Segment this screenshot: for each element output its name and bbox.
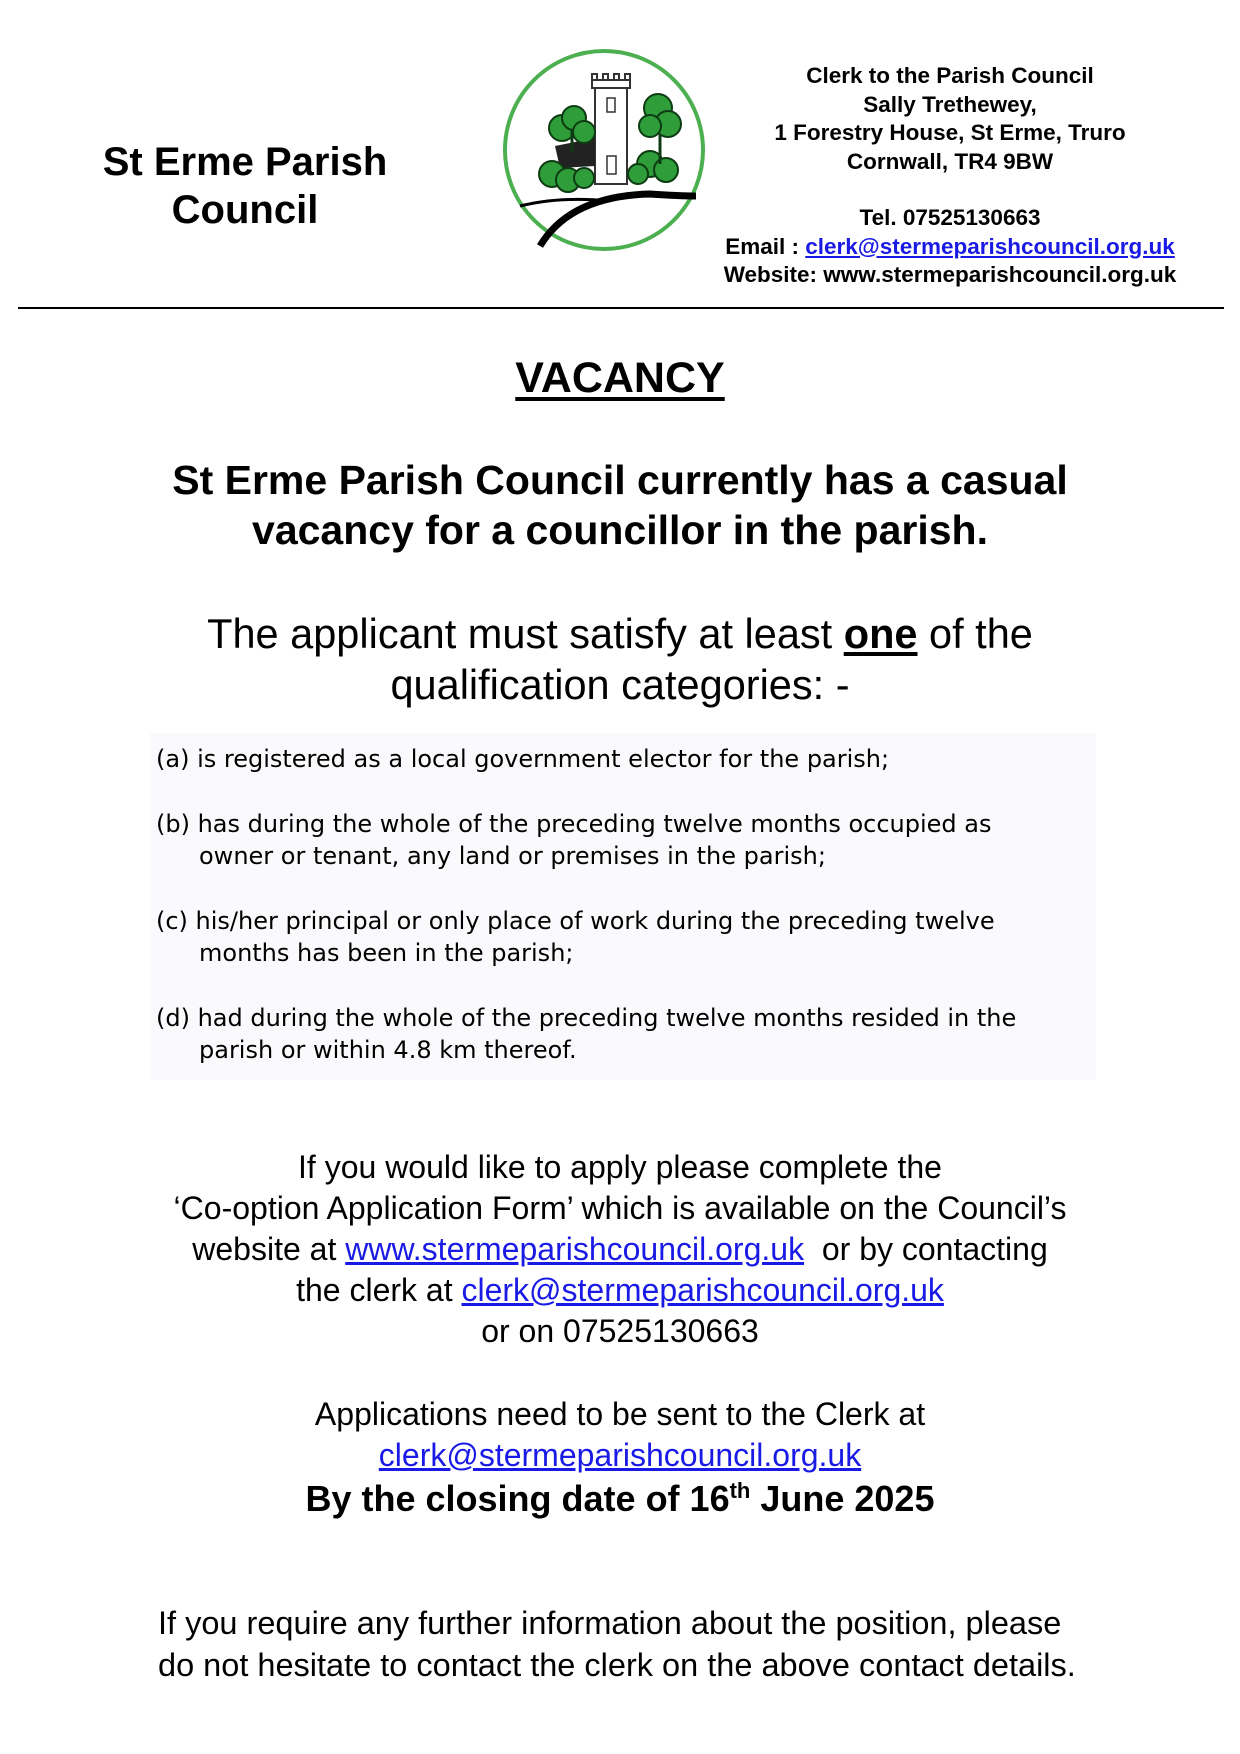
deadline-post: June 2025 xyxy=(750,1478,935,1519)
contact-website: Website: www.stermeparishcouncil.org.uk xyxy=(723,262,1177,287)
council-name xyxy=(70,138,420,234)
deadline-pre: By the closing date of 16 xyxy=(305,1478,730,1519)
vacancy-heading: VACANCY xyxy=(515,354,725,402)
announcement-line2: vacancy for a councillor in the parish. xyxy=(252,507,988,553)
vacancy-announcement xyxy=(0,455,1240,555)
qualification-text-continued: months has been in the parish; xyxy=(199,939,574,967)
header-divider xyxy=(18,307,1224,309)
contact-title: Clerk to the Parish Council xyxy=(806,63,1094,88)
qualification-text: (d) had during the whole of the preceding twelve months resided in the xyxy=(156,1004,1017,1032)
apply-line3 xyxy=(0,1229,1240,1270)
announcement-line1: St Erme Parish Council currently has a casual xyxy=(172,457,1068,503)
contact-email-link[interactable]: clerk@stermeparishcouncil.org.uk xyxy=(805,233,1175,259)
footer-line2: do not hesitate to contact the clerk on the above contact details. xyxy=(158,1647,1076,1683)
qualification-item xyxy=(156,905,1086,969)
council-name-line2: Council xyxy=(171,188,319,232)
requirement-line1 xyxy=(0,608,1240,659)
contact-email-label: Email : xyxy=(725,233,799,259)
requirement-line2: qualification categories: - xyxy=(390,661,850,708)
apply-line1: If you would like to apply please complete the xyxy=(298,1149,942,1185)
website-link[interactable]: www.stermeparishcouncil.org.uk xyxy=(345,1231,805,1267)
further-info-note xyxy=(158,1602,1218,1686)
application-instructions xyxy=(0,1147,1240,1352)
submission-instructions xyxy=(0,1394,1240,1522)
requirement-statement xyxy=(0,608,1240,710)
qualification-text: (c) his/her principal or only place of work during the preceding twelve xyxy=(156,907,995,935)
send-line1: Applications need to be sent to the Clerk at xyxy=(314,1396,926,1432)
apply-line4 xyxy=(0,1270,1240,1311)
qualification-text-continued: parish or within 4.8 km thereof. xyxy=(199,1036,577,1064)
qualification-text: (a) is registered as a local government elector for the parish; xyxy=(156,745,890,773)
contact-address-line2: Cornwall, TR4 9BW xyxy=(846,148,1054,174)
footer-line1: If you require any further information about the position, please xyxy=(158,1605,1062,1641)
qualification-item xyxy=(156,808,1086,872)
deadline-sup: th xyxy=(729,1478,751,1503)
church-tree-logo-icon xyxy=(500,46,708,254)
qualification-text-continued: owner or tenant, any land or premises in the parish; xyxy=(199,842,826,870)
closing-date xyxy=(0,1476,1240,1522)
requirement-post: of the xyxy=(917,610,1033,657)
apply-line3-post: or by contacting xyxy=(804,1231,1048,1267)
contact-tel: Tel. 07525130663 xyxy=(859,205,1041,230)
qualification-item xyxy=(156,743,1086,775)
requirement-emphasis: one xyxy=(843,610,918,657)
contact-name: Sally Trethewey, xyxy=(863,91,1037,117)
qualification-text: (b) has during the whole of the preceding twelve months occupied as xyxy=(156,810,992,838)
qualification-item xyxy=(156,1002,1086,1066)
clerk-email-link[interactable]: clerk@stermeparishcouncil.org.uk xyxy=(461,1272,944,1308)
contact-address-line1: 1 Forestry House, St Erme, Truro xyxy=(774,120,1126,145)
qualification-list xyxy=(150,733,1096,1080)
council-name-line1: St Erme Parish xyxy=(102,140,388,184)
apply-line2: ‘Co-option Application Form’ which is available on the Council’s xyxy=(173,1190,1067,1226)
submission-email-link[interactable]: clerk@stermeparishcouncil.org.uk xyxy=(378,1437,862,1473)
apply-line5: or on 07525130663 xyxy=(481,1313,759,1349)
apply-line4-pre: the clerk at xyxy=(296,1272,462,1308)
apply-line3-pre: website at xyxy=(192,1231,346,1267)
requirement-pre: The applicant must satisfy at least xyxy=(207,610,844,657)
clerk-contact-block xyxy=(700,62,1200,290)
contact-email-row xyxy=(700,233,1200,262)
